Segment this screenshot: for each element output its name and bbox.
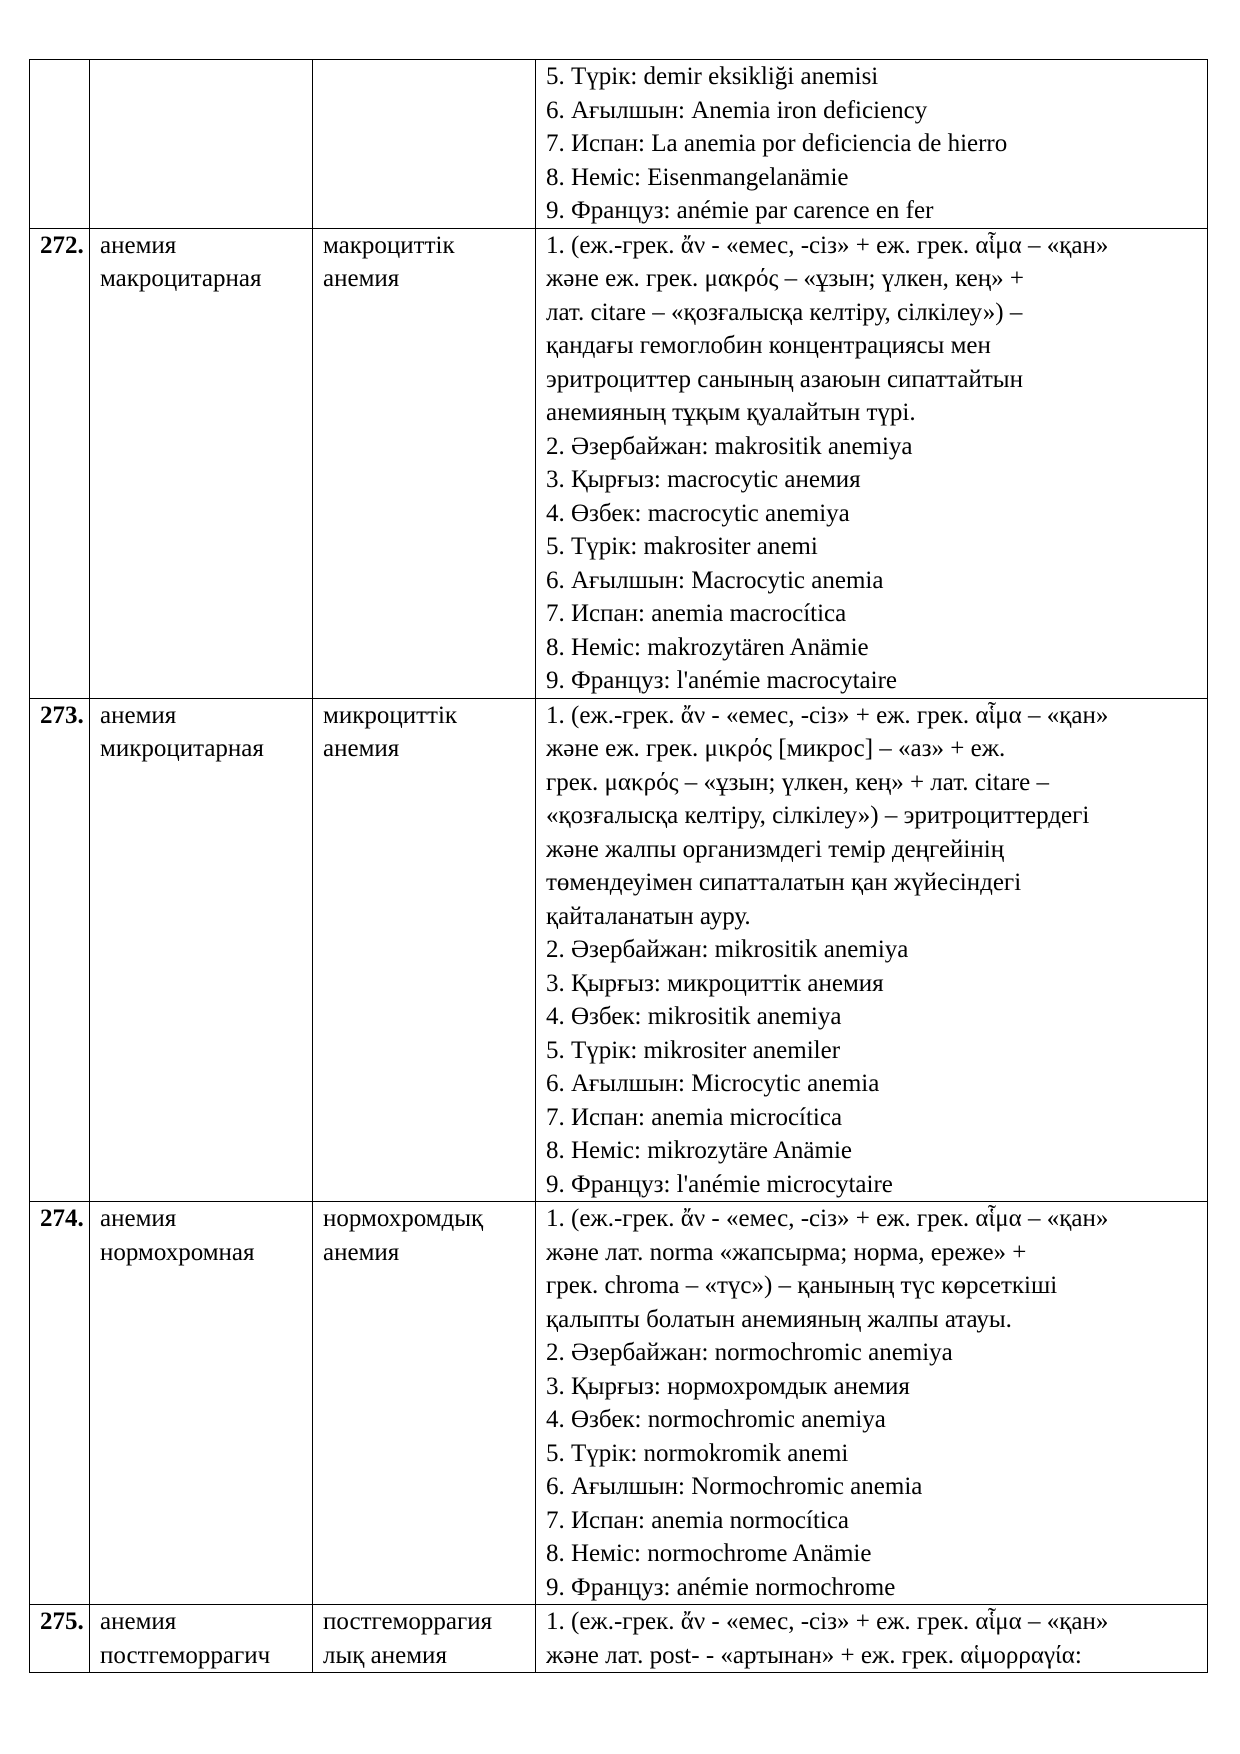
kazakh-term-cell	[313, 60, 536, 229]
dictionary-row	[30, 1605, 1208, 1673]
dictionary-table	[29, 59, 1208, 1673]
definition-line: анемияның тұқым қуалайтын түрі.	[546, 399, 916, 426]
definition-line: 4. Өзбек: mikrositik anemiya	[546, 1003, 842, 1030]
definition-line: 6. Ағылшын: Anemia iron deficiency	[546, 96, 928, 124]
definition-line: 5. Түрік: makrositer anemi	[546, 533, 818, 560]
definition-line: 2. Әзербайжан: normochromic anemiya	[546, 1339, 953, 1366]
entry-number: 275.	[30, 1605, 90, 1673]
definition-line: «қозғалысқа келтіру, сілкілеу») – эритроциттердегі	[546, 802, 1090, 829]
definition-line: 9. Француз: anémie normochrome	[546, 1573, 896, 1601]
dictionary-row	[30, 698, 1208, 1202]
definition-line: және лат. post- - «артынан» + еж. грек. αἱμορραγία:	[546, 1641, 1082, 1669]
definition-line: 4. Өзбек: macrocytic anemiya	[546, 499, 850, 527]
definition-line: 9. Француз: l'anémie microcytaire	[546, 1170, 893, 1198]
definition-line: қайталанатын ауру.	[546, 902, 751, 930]
kazakh-term-cell	[313, 228, 536, 698]
definition-line: 7. Испан: La anemia por deficiencia de hierro	[546, 130, 1008, 157]
definition-line: 1. (еж.-грек. ἄν - «емес, -сіз» + еж. грек. αἷμα – «қан»	[546, 1608, 1109, 1635]
definition-line: төмендеуімен сипатталатын қан жүйесіндегі	[546, 869, 1022, 896]
definition-line: эритроциттер санының азаюын сипаттайтын	[546, 365, 1023, 393]
definition-line: 9. Француз: anémie par carence en fer	[546, 197, 934, 224]
russian-term-line: анемия	[100, 1205, 177, 1232]
definition-cell	[536, 228, 1208, 698]
russian-term-cell	[90, 1202, 313, 1605]
definition-line: және еж. грек. μικρός [микрос] – «аз» + еж.	[546, 735, 1006, 762]
kazakh-term-cell	[313, 698, 536, 1202]
definition-line: лат. citare – «қозғалысқа келтіру, сілкілеу») –	[546, 298, 1023, 326]
russian-term-line: макроцитарная	[100, 265, 262, 292]
definition-cell	[536, 1605, 1208, 1673]
russian-term-line: анемия	[100, 1608, 177, 1635]
kazakh-term-line: постгеморрагия	[323, 1608, 493, 1635]
definition-line: 2. Әзербайжан: mikrositik anemiya	[546, 936, 909, 963]
kazakh-term-line: макроциттік	[323, 231, 455, 259]
definition-line: қандағы гемоглобин концентрациясы мен	[546, 332, 991, 359]
definition-line: 9. Француз: l'anémie macrocytaire	[546, 667, 898, 694]
russian-term-line: микроцитарная	[100, 735, 264, 762]
kazakh-term-line: нормохромдық	[323, 1205, 484, 1232]
definition-cell	[536, 1202, 1208, 1605]
definition-line: 5. Түрік: normokromik anemi	[546, 1439, 849, 1467]
russian-term-line: анемия	[100, 231, 177, 259]
definition-line: 6. Ағылшын: Macrocytic anemia	[546, 566, 884, 594]
kazakh-term-line: анемия	[323, 265, 400, 292]
definition-line: 8. Неміс: makrozytären Anämie	[546, 633, 869, 661]
russian-term-line: нормохромная	[100, 1238, 255, 1266]
definition-line: грек. μακρός – «ұзын; үлкен, кең» + лат. citare –	[546, 768, 1050, 796]
dictionary-row	[30, 60, 1208, 229]
russian-term-line: постгеморрагич	[100, 1641, 271, 1669]
definition-line: 7. Испан: anemia microcítica	[546, 1103, 843, 1131]
entry-number: 273.	[30, 698, 90, 1202]
definition-line: және еж. грек. μακρός – «ұзын; үлкен, кең» +	[546, 265, 1025, 292]
definition-line: 6. Ағылшын: Normochromic anemia	[546, 1473, 923, 1500]
definition-line: қалыпты болатын анемияның жалпы атауы.	[546, 1305, 1012, 1333]
definition-line: 8. Неміс: mikrozytäre Anämie	[546, 1137, 852, 1164]
definition-line: және лат. norma «жапсырма; норма, ереже» +	[546, 1238, 1027, 1266]
russian-term-cell	[90, 228, 313, 698]
definition-line: 6. Ағылшын: Microcytic anemia	[546, 1070, 880, 1097]
entry-number: 272.	[30, 228, 90, 698]
definition-line: 3. Қырғыз: микроциттік анемия	[546, 969, 884, 997]
definition-line: 7. Испан: anemia normocítica	[546, 1506, 850, 1534]
definition-line: 1. (еж.-грек. ἄν - «емес, -сіз» + еж. грек. αἷμα – «қан»	[546, 231, 1109, 259]
entry-number	[30, 60, 90, 229]
dictionary-row	[30, 1202, 1208, 1605]
russian-term-cell	[90, 60, 313, 229]
kazakh-term-line: микроциттік	[323, 701, 458, 729]
definition-line: 7. Испан: anemia macrocítica	[546, 600, 847, 627]
definition-line: 8. Неміс: normochrome Anämie	[546, 1540, 872, 1567]
kazakh-term-line: анемия	[323, 1238, 400, 1266]
dictionary-row	[30, 228, 1208, 698]
definition-line: 3. Қырғыз: нормохромдык анемия	[546, 1372, 910, 1400]
kazakh-term-cell	[313, 1605, 536, 1673]
definition-cell	[536, 60, 1208, 229]
definition-line: 1. (еж.-грек. ἄν - «емес, -сіз» + еж. грек. αἷμα – «қан»	[546, 1205, 1109, 1232]
definition-line: 1. (еж.-грек. ἄν - «емес, -сіз» + еж. грек. αἷμα – «қан»	[546, 701, 1109, 729]
definition-cell	[536, 698, 1208, 1202]
russian-term-line: анемия	[100, 701, 177, 729]
definition-line: 3. Қырғыз: macrocytic анемия	[546, 466, 861, 493]
definition-line: және жалпы организмдегі темір деңгейінің	[546, 835, 1005, 863]
definition-line: 5. Түрік: demir eksikliği anemisi	[546, 63, 879, 90]
definition-line: 8. Неміс: Eisenmangelanämie	[546, 163, 849, 191]
definition-line: 5. Түрік: mikrositer anemiler	[546, 1036, 841, 1064]
russian-term-cell	[90, 1605, 313, 1673]
definition-line: 2. Әзербайжан: makrositik anemiya	[546, 432, 913, 460]
definition-line: грек. chroma – «түс») – қанының түс көрсеткіші	[546, 1272, 1058, 1299]
kazakh-term-line: лық анемия	[323, 1641, 447, 1669]
kazakh-term-cell	[313, 1202, 536, 1605]
entry-number: 274.	[30, 1202, 90, 1605]
kazakh-term-line: анемия	[323, 735, 400, 762]
russian-term-cell	[90, 698, 313, 1202]
definition-line: 4. Өзбек: normochromic anemiya	[546, 1406, 886, 1433]
